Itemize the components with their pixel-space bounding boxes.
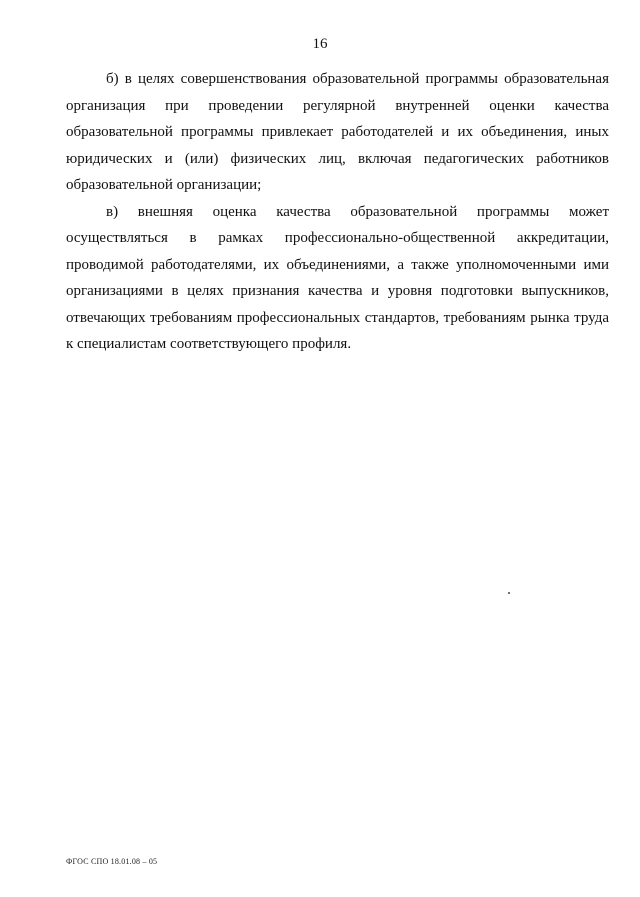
paragraph-v: в) внешняя оценка качества образовательной программы может осуществляться в рамках профессионально-общественной аккредитации, проводимой работодателями, их объединениями, а также уполномоченными ими организациями в целях признания качества и уровня подготовки выпускников, отвечающих требованиям профессиональных стандартов, требованиям рынка труда к специалистам соответствующего профиля. (66, 203, 609, 352)
paragraph-b: б) в целях совершенствования образовательной программы образовательная организация при проведении регулярной внутренней оценки качества образовательной программы привлекает работодателей и их объединения, иных юридических и (или) физических лиц, включая педагогических работников образовательной организации; (66, 71, 609, 193)
scan-speck (508, 592, 510, 594)
document-body (66, 66, 609, 358)
page-number: 16 (312, 36, 328, 52)
footer-document-code: ФГОС СПО 18.01.08 – 05 (66, 857, 158, 866)
